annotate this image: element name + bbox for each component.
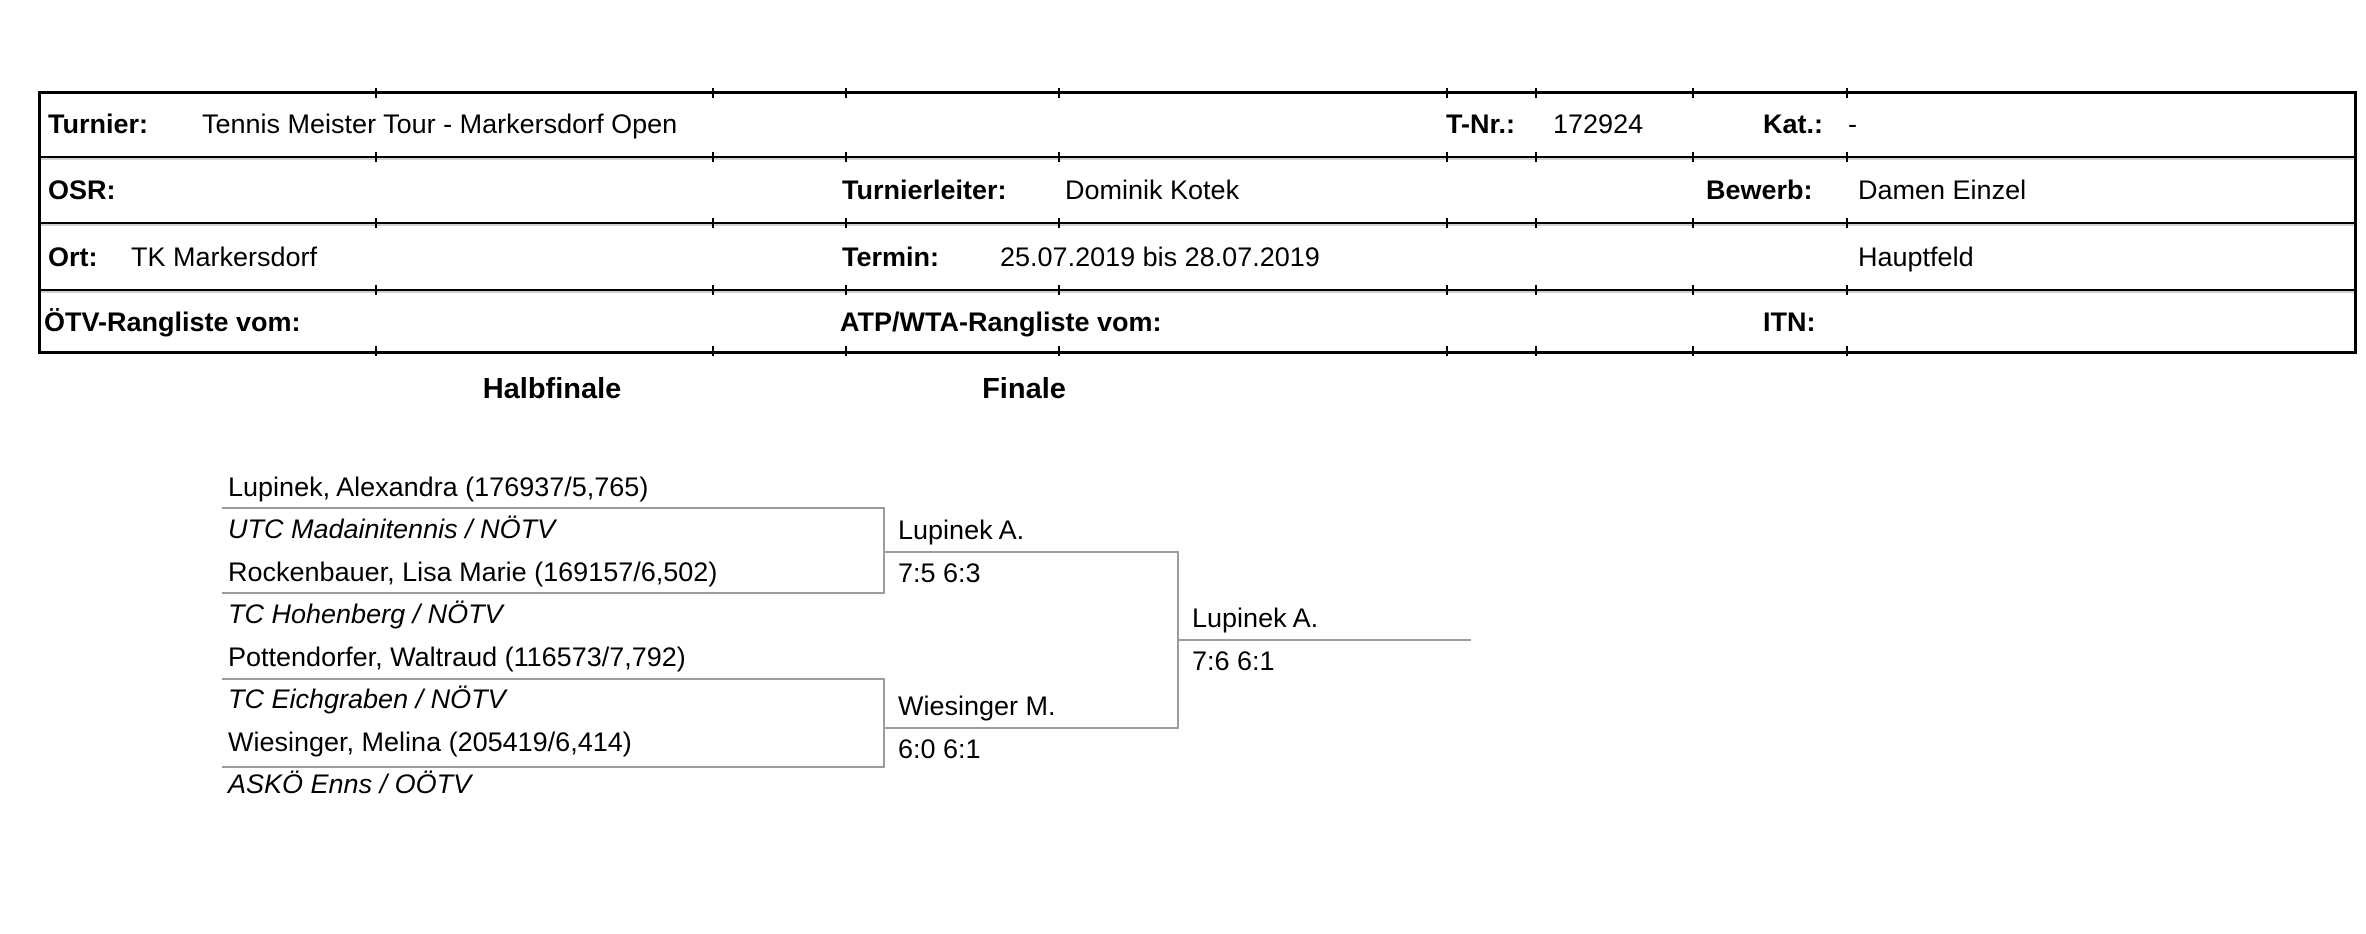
table-grid-tick <box>1058 218 1060 228</box>
table-grid-tick <box>1535 152 1537 162</box>
turnier-value: Tennis Meister Tour - Markersdorf Open <box>202 109 678 139</box>
table-grid-tick <box>1058 346 1060 356</box>
semifinal-winner: Wiesinger M. <box>898 691 1056 721</box>
termin-label: Termin: <box>842 242 940 272</box>
bracket-connector <box>1177 551 1179 729</box>
table-grid-tick <box>1692 88 1694 98</box>
table-grid-tick <box>1846 152 1848 162</box>
table-grid-tick <box>1535 88 1537 98</box>
atpwta-rangliste-label: ATP/WTA-Rangliste vom: <box>840 307 1162 337</box>
turnier-label: Turnier: <box>48 109 148 139</box>
table-grid-tick <box>1058 285 1060 295</box>
table-grid-tick <box>845 346 847 356</box>
table-grid-tick <box>1446 285 1448 295</box>
table-grid-tick <box>712 152 714 162</box>
player-club: UTC Madainitennis / NÖTV <box>228 514 556 544</box>
table-grid-tick <box>375 285 377 295</box>
table-grid-tick <box>375 346 377 356</box>
player-name: Lupinek, Alexandra (176937/5,765) <box>228 472 649 502</box>
table-grid-tick <box>1058 88 1060 98</box>
bewerb-value: Damen Einzel <box>1858 175 2027 205</box>
osr-label: OSR: <box>48 175 116 205</box>
ort-value: TK Markersdorf <box>131 242 318 272</box>
table-grid-tick <box>1446 152 1448 162</box>
kat-label: Kat.: <box>1763 109 1823 139</box>
final-winner: Lupinek A. <box>1192 603 1319 633</box>
bracket-connector <box>883 507 885 594</box>
feld-value: Hauptfeld <box>1858 242 1974 272</box>
final-score: 7:6 6:1 <box>1192 646 1275 676</box>
table-grid-tick <box>1846 218 1848 228</box>
table-grid-tick <box>1446 346 1448 356</box>
table-grid-tick <box>1535 346 1537 356</box>
table-grid-tick <box>1846 88 1848 98</box>
bracket-line <box>222 678 885 680</box>
table-row-separator <box>41 156 2354 158</box>
bracket-line <box>885 551 1179 553</box>
table-grid-tick <box>1692 285 1694 295</box>
table-grid-tick <box>375 88 377 98</box>
table-grid-tick <box>375 218 377 228</box>
table-grid-tick <box>1692 346 1694 356</box>
bracket-line <box>222 766 885 768</box>
player-name: Wiesinger, Melina (205419/6,414) <box>228 727 632 757</box>
player-club: ASKÖ Enns / OÖTV <box>228 769 472 799</box>
bracket-line <box>1179 639 1471 641</box>
player-name: Pottendorfer, Waltraud (116573/7,792) <box>228 642 686 672</box>
table-grid-tick <box>1692 152 1694 162</box>
round-header-semifinal: Halbfinale <box>482 373 622 405</box>
bracket-line <box>222 592 885 594</box>
table-grid-tick <box>1446 218 1448 228</box>
table-row-separator <box>41 289 2354 291</box>
tnr-value: 172924 <box>1553 109 1644 139</box>
table-grid-tick <box>1535 218 1537 228</box>
player-name: Rockenbauer, Lisa Marie (169157/6,502) <box>228 557 718 587</box>
table-grid-tick <box>1692 218 1694 228</box>
bracket-connector <box>883 678 885 768</box>
table-grid-tick <box>1535 285 1537 295</box>
ort-label: Ort: <box>48 242 98 272</box>
semifinal-score: 7:5 6:3 <box>898 558 981 588</box>
table-grid-tick <box>845 152 847 162</box>
bracket-line <box>885 727 1179 729</box>
table-grid-tick <box>712 346 714 356</box>
itn-label: ITN: <box>1763 307 1816 337</box>
table-grid-tick <box>375 152 377 162</box>
table-grid-tick <box>1446 88 1448 98</box>
termin-value: 25.07.2019 bis 28.07.2019 <box>1000 242 1320 272</box>
table-row-separator <box>41 222 2354 224</box>
turnierleiter-value: Dominik Kotek <box>1065 175 1240 205</box>
oetv-rangliste-label: ÖTV-Rangliste vom: <box>44 307 301 337</box>
semifinal-winner: Lupinek A. <box>898 515 1025 545</box>
table-grid-tick <box>845 285 847 295</box>
table-grid-tick <box>712 285 714 295</box>
turnierleiter-label: Turnierleiter: <box>842 175 1007 205</box>
bewerb-label: Bewerb: <box>1706 175 1813 205</box>
tnr-label: T-Nr.: <box>1446 109 1516 139</box>
semifinal-score: 6:0 6:1 <box>898 734 981 764</box>
table-grid-tick <box>1058 152 1060 162</box>
table-grid-tick <box>1846 285 1848 295</box>
player-club: TC Eichgraben / NÖTV <box>228 684 506 714</box>
table-grid-tick <box>845 218 847 228</box>
table-grid-tick <box>845 88 847 98</box>
table-grid-tick <box>1846 346 1848 356</box>
table-grid-tick <box>712 218 714 228</box>
kat-value: - <box>1848 109 1857 139</box>
player-club: TC Hohenberg / NÖTV <box>228 599 503 629</box>
round-header-final: Finale <box>982 373 1066 405</box>
table-grid-tick <box>712 88 714 98</box>
bracket-line <box>222 507 885 509</box>
